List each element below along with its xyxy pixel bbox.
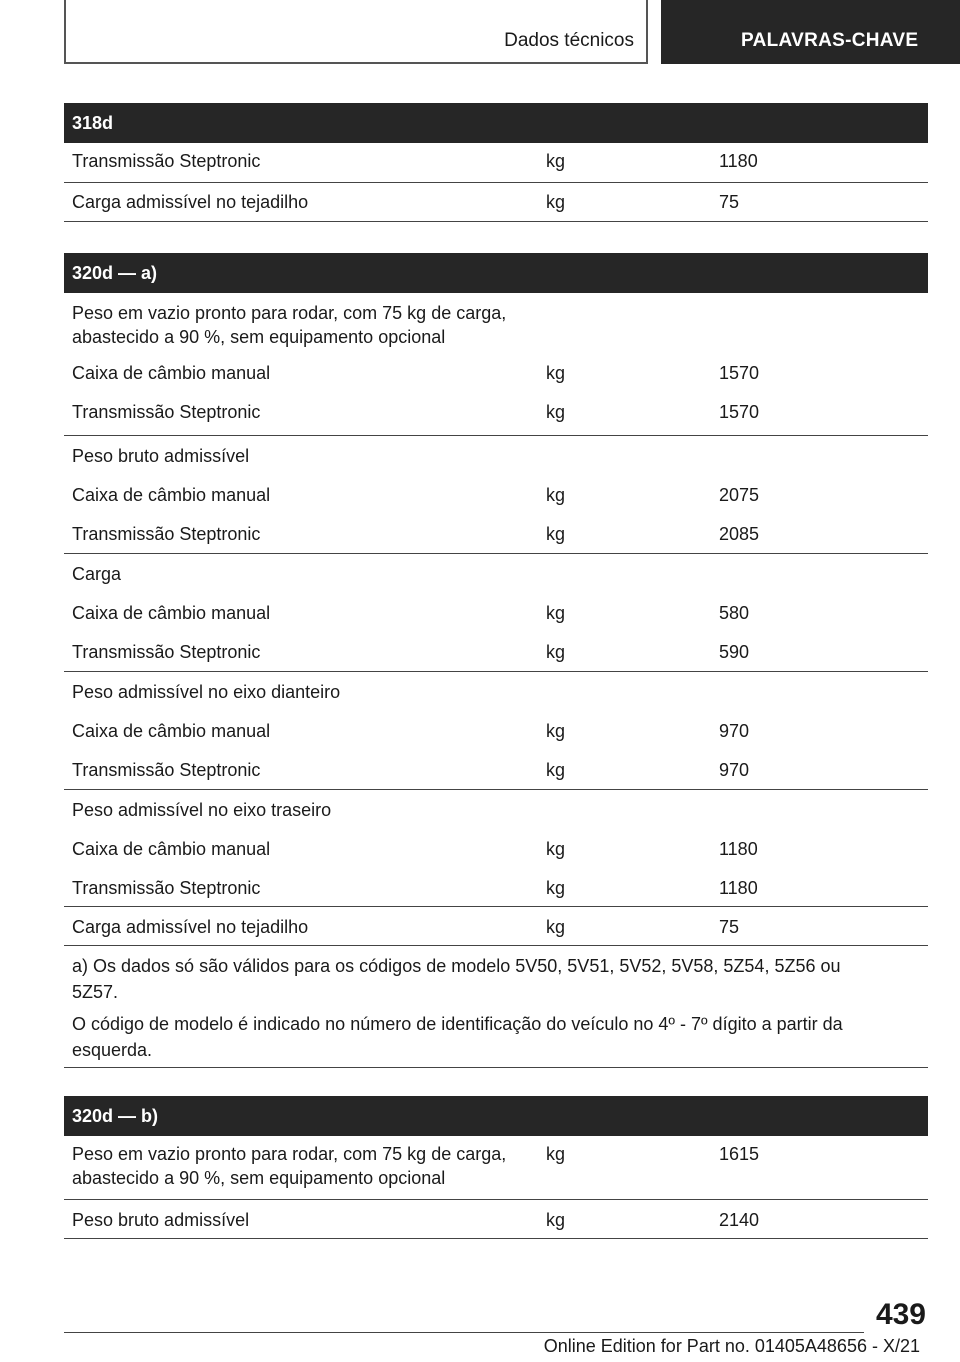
table-row: [64, 868, 928, 907]
intro-line-2: abastecido a 90 %, sem equipamento opcional: [72, 327, 446, 347]
row-value: 75: [719, 917, 740, 937]
table-title: 318d: [64, 103, 928, 143]
footnote-line-3: O código de modelo é indicado no número de identificação do veículo no 4º - 7º dígito a partir da: [72, 1014, 843, 1034]
row-unit: kg: [546, 1144, 566, 1164]
table-row: [64, 183, 928, 222]
row-value: 2075: [719, 485, 760, 505]
table-row: [64, 143, 928, 183]
row-label: Peso bruto admissível: [72, 446, 250, 466]
row-value: 1180: [719, 151, 758, 171]
row-unit: kg: [546, 917, 566, 937]
row-label-line-2: abastecido a 90 %, sem equipamento opcional: [72, 1168, 446, 1188]
table-row: [64, 632, 928, 672]
table-footnote: [64, 946, 928, 1068]
table-row-group-header: [64, 790, 928, 829]
row-unit: kg: [546, 524, 566, 544]
row-unit: kg: [546, 878, 566, 898]
table-row: [64, 907, 928, 946]
table-row-group-header: [64, 436, 928, 475]
table-row-group-header: [64, 554, 928, 593]
row-label: Caixa de câmbio manual: [72, 363, 271, 383]
table-320d-a: [64, 253, 928, 1068]
row-value: 2140: [719, 1210, 760, 1230]
row-value: 590: [719, 642, 750, 662]
row-label: Transmissão Steptronic: [72, 878, 261, 898]
row-value: 970: [719, 760, 750, 780]
row-label: Carga: [72, 564, 122, 584]
keywords-tab-label: PALAVRAS-CHAVE: [741, 30, 919, 51]
row-unit: kg: [546, 839, 566, 859]
row-value: 970: [719, 721, 750, 741]
row-unit: kg: [546, 603, 566, 623]
table-318d: [64, 103, 928, 222]
footnote-line-4: esquerda.: [72, 1040, 153, 1060]
table-row: [64, 1136, 928, 1200]
row-label-line-1: Peso em vazio pronto para rodar, com 75 kg de carga,: [72, 1144, 507, 1164]
row-value: 1570: [719, 363, 760, 383]
table-row: [64, 711, 928, 750]
row-label: Caixa de câmbio manual: [72, 603, 271, 623]
row-value: 75: [719, 192, 740, 212]
table-row: [64, 359, 928, 398]
row-unit: kg: [546, 363, 566, 383]
table-row: [64, 1200, 928, 1239]
row-label: Transmissão Steptronic: [72, 642, 261, 662]
row-value: 1180: [719, 839, 758, 859]
section-tab-label: Dados técnicos: [504, 30, 634, 51]
row-unit: kg: [546, 1210, 566, 1230]
row-value: 1570: [719, 402, 760, 422]
table-row: [64, 398, 928, 436]
table-title: 320d — b): [64, 1096, 928, 1136]
keywords-tab[interactable]: [661, 0, 960, 64]
table-intro: [64, 293, 928, 359]
row-label: Caixa de câmbio manual: [72, 721, 271, 741]
footnote-line-1: a) Os dados só são válidos para os códigos de modelo 5V50, 5V51, 5V52, 5V58, 5Z54, 5Z56 ou: [72, 956, 841, 976]
row-value: 1615: [719, 1144, 760, 1164]
row-label: Peso admissível no eixo dianteiro: [72, 682, 341, 702]
row-label: Carga admissível no tejadilho: [72, 192, 309, 212]
row-label: Transmissão Steptronic: [72, 151, 261, 171]
row-value: 2085: [719, 524, 760, 544]
row-unit: kg: [546, 760, 566, 780]
intro-line-1: Peso em vazio pronto para rodar, com 75 kg de carga,: [72, 303, 507, 323]
row-label: Transmissão Steptronic: [72, 524, 261, 544]
table-row-group-header: [64, 672, 928, 711]
row-unit: kg: [546, 151, 566, 171]
row-unit: kg: [546, 721, 566, 741]
row-unit: kg: [546, 485, 566, 505]
footnote-line-2: 5Z57.: [72, 982, 119, 1002]
row-unit: kg: [546, 642, 566, 662]
edition-text: Online Edition for Part no. 01405A48656 - X/21: [543, 1336, 920, 1356]
row-label: Peso admissível no eixo traseiro: [72, 800, 332, 820]
table-row: [64, 593, 928, 632]
footer-divider: [64, 1332, 864, 1333]
row-label: Caixa de câmbio manual: [72, 485, 271, 505]
row-unit: kg: [546, 192, 566, 212]
row-unit: kg: [546, 402, 566, 422]
page-number: 439: [875, 1298, 926, 1331]
table-title: 320d — a): [64, 253, 928, 293]
row-label: Caixa de câmbio manual: [72, 839, 271, 859]
table-row: [64, 514, 928, 554]
table-row: [64, 829, 928, 868]
row-label: Carga admissível no tejadilho: [72, 917, 309, 937]
table-row: [64, 750, 928, 790]
row-label: Transmissão Steptronic: [72, 402, 261, 422]
table-320d-b: [64, 1096, 928, 1239]
section-tab[interactable]: [64, 0, 648, 64]
row-label: Peso bruto admissível: [72, 1210, 250, 1230]
row-value: 580: [719, 603, 750, 623]
row-value: 1180: [719, 878, 758, 898]
row-label: Transmissão Steptronic: [72, 760, 261, 780]
table-row: [64, 475, 928, 514]
